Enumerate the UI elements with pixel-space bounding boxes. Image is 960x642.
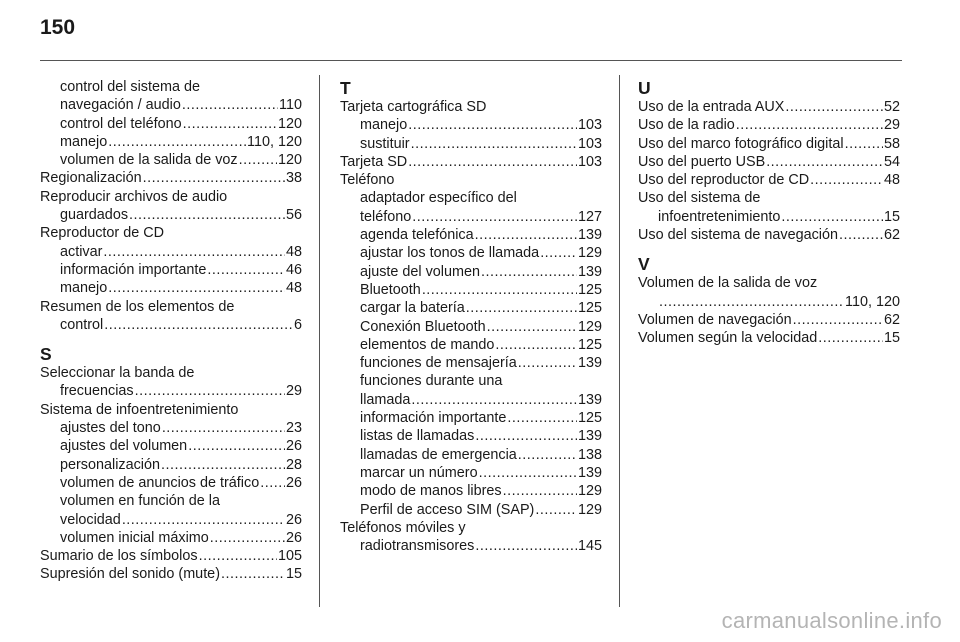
page-number: 150	[40, 16, 76, 39]
index-entry-page: 28	[285, 456, 302, 473]
index-entry-label: volumen de la salida de voz	[60, 152, 238, 169]
index-entry-page: 110	[279, 97, 302, 114]
index-entry-page: 125	[577, 281, 602, 298]
index-entry-page: 139	[577, 391, 602, 408]
dot-leader	[135, 382, 285, 400]
index-entry	[638, 135, 900, 153]
index-entry-heading: Reproductor de CD	[40, 225, 164, 242]
dot-leader	[207, 261, 285, 279]
dot-leader	[183, 115, 277, 133]
dot-leader	[108, 279, 285, 297]
index-entry	[40, 565, 302, 583]
index-entry-page: 15	[883, 330, 900, 347]
index-entry-label: velocidad	[60, 511, 121, 528]
index-entry-page: 105	[277, 548, 302, 565]
index-entry-heading: volumen en función de la	[60, 493, 221, 510]
dot-leader	[103, 243, 285, 261]
dot-leader	[188, 437, 285, 455]
index-entry-label: Conexión Bluetooth	[360, 318, 486, 335]
dot-leader	[108, 133, 246, 151]
index-entry-label: Tarjeta SD	[340, 153, 408, 170]
index-column-2	[340, 78, 602, 555]
index-entry-page: 58	[883, 135, 900, 152]
index-entry	[40, 437, 302, 455]
dot-leader	[518, 354, 577, 372]
section-letter: S	[40, 344, 52, 365]
index-entry-label: ajustes del volumen	[60, 438, 188, 455]
index-entry-page: 48	[883, 172, 900, 189]
index-entry	[40, 133, 302, 151]
index-entry	[340, 501, 602, 519]
index-entry-page: 129	[577, 245, 602, 262]
index-entry-label: infoentretenimiento	[658, 208, 781, 225]
index-entry-label: modo de manos libres	[360, 483, 502, 500]
column-divider-1	[319, 75, 320, 607]
index-entry-label: navegación / audio	[60, 97, 181, 114]
dot-leader	[411, 135, 577, 153]
index-entry	[340, 391, 602, 409]
index-entry-heading: Volumen de la salida de voz	[638, 275, 818, 292]
index-entry-label: Uso de la radio	[638, 117, 735, 134]
index-entry-page: 139	[577, 428, 602, 445]
index-entry-label: ajuste del volumen	[360, 263, 480, 280]
index-entry-heading: Teléfono	[340, 172, 395, 189]
index-entry-page: 129	[577, 483, 602, 500]
index-entry-label: marcar un número	[360, 464, 478, 481]
index-entry-page: 129	[577, 501, 602, 518]
index-entry-label: Uso del reproductor de CD	[638, 172, 810, 189]
index-entry-heading: Resumen de los elementos de	[40, 298, 235, 315]
index-entry	[638, 153, 900, 171]
index-entry-label: teléfono	[360, 208, 412, 225]
index-entry-label: manejo	[360, 117, 408, 134]
index-entry-heading: funciones durante una	[360, 373, 503, 390]
index-entry	[638, 171, 900, 189]
index-entry-page: 62	[883, 311, 900, 328]
index-entry-page: 29	[285, 383, 302, 400]
index-entry-page: 125	[577, 300, 602, 317]
index-entry	[40, 115, 302, 133]
index-entry-label: Regionalización	[40, 170, 142, 187]
index-entry-label: control	[60, 316, 104, 333]
index-entry	[340, 409, 602, 427]
index-entry-label: volumen inicial máximo	[60, 529, 209, 546]
index-entry-label: listas de llamadas	[360, 428, 475, 445]
index-entry	[340, 135, 602, 153]
index-entry-label: manejo	[60, 280, 108, 297]
index-entry-page: 120	[277, 115, 302, 132]
index-entry-page: 26	[285, 474, 302, 491]
index-entry-page: 103	[577, 135, 602, 152]
index-entry-heading: control del sistema de	[60, 79, 200, 95]
index-entry-label: información importante	[360, 410, 507, 427]
dot-leader	[412, 208, 577, 226]
index-entry-page: 110, 120	[247, 133, 302, 150]
index-entry-label: ajustes del tono	[60, 420, 161, 437]
dot-leader	[793, 311, 883, 329]
dot-leader	[839, 226, 883, 244]
dot-leader	[487, 318, 577, 336]
index-entry	[40, 169, 302, 187]
index-entry	[340, 318, 602, 336]
index-entry-page: 48	[285, 243, 302, 260]
index-entry-page: 139	[577, 227, 602, 244]
index-entry	[40, 151, 302, 169]
dot-leader	[785, 98, 883, 116]
index-column-1	[40, 78, 302, 584]
section-letter: U	[638, 78, 651, 98]
index-entry-page: 15	[883, 208, 900, 225]
index-entry	[638, 293, 900, 311]
dot-leader	[507, 409, 577, 427]
index-entry	[638, 226, 900, 244]
index-entry	[340, 464, 602, 482]
index-entry-page: 52	[883, 99, 900, 115]
dot-leader	[495, 336, 577, 354]
section-letter: V	[638, 254, 650, 275]
index-entry	[340, 446, 602, 464]
index-entry-page: 125	[577, 336, 602, 353]
index-entry-label: Supresión del sonido (mute)	[40, 566, 220, 583]
index-entry-label: volumen de anuncios de tráfico	[60, 474, 260, 491]
index-entry-page: 62	[883, 227, 900, 244]
index-entry	[40, 316, 302, 334]
index-entry	[340, 208, 602, 226]
index-entry	[40, 547, 302, 565]
index-entry-label: Perfil de acceso SIM (SAP)	[360, 501, 535, 518]
index-entry-page: 145	[577, 538, 602, 555]
index-entry-page: 125	[577, 410, 602, 427]
index-entry	[340, 427, 602, 445]
index-entry-label: sustituir	[360, 135, 410, 152]
dot-leader	[810, 171, 883, 189]
dot-leader	[199, 547, 277, 565]
index-entry	[638, 311, 900, 329]
dot-leader	[161, 456, 285, 474]
index-entry-label: Sumario de los símbolos	[40, 548, 198, 565]
index-entry-page: 46	[285, 261, 302, 278]
index-entry-label: Uso de la entrada AUX	[638, 99, 785, 115]
dot-leader	[659, 293, 844, 311]
index-entry-heading: Teléfonos móviles y	[340, 519, 466, 536]
dot-leader	[845, 135, 883, 153]
dot-leader	[466, 299, 577, 317]
index-entry-heading: Uso del sistema de	[638, 190, 761, 207]
index-entry	[638, 329, 900, 347]
dot-leader	[143, 169, 285, 187]
index-entry-label: frecuencias	[60, 383, 134, 400]
index-entry	[40, 206, 302, 224]
dot-leader	[503, 482, 577, 500]
index-entry-label: radiotransmisores	[360, 538, 475, 555]
index-entry	[40, 96, 302, 114]
index-entry-page: 56	[285, 207, 302, 224]
dot-leader	[481, 263, 577, 281]
index-entry	[340, 244, 602, 262]
index-entry-label: agenda telefónica	[360, 227, 474, 244]
index-entry-heading: Seleccionar la banda de	[40, 365, 195, 382]
index-entry	[40, 419, 302, 437]
index-entry	[340, 354, 602, 372]
watermark: carmanualsonline.info	[721, 608, 942, 633]
index-entry	[340, 263, 602, 281]
index-entry-label: manejo	[60, 133, 108, 150]
index-entry-label: personalización	[60, 456, 160, 473]
dot-leader	[818, 329, 883, 347]
index-entry	[638, 98, 900, 116]
dot-leader	[475, 537, 577, 555]
index-entry-label: funciones de mensajería	[360, 355, 517, 372]
index-entry-page: 139	[577, 355, 602, 372]
index-entry-label: Volumen de navegación	[638, 311, 792, 328]
index-entry-page: 29	[883, 117, 900, 134]
dot-leader	[781, 208, 883, 226]
index-entry-page: 139	[577, 464, 602, 481]
index-entry-heading: adaptador específico del	[360, 190, 517, 207]
index-entry-page: 103	[577, 117, 602, 134]
dot-leader	[239, 151, 277, 169]
dot-leader	[162, 419, 285, 437]
dot-leader	[122, 511, 285, 529]
header-rule	[40, 60, 902, 61]
index-entry-label: guardados	[60, 207, 129, 224]
index-entry-page: 38	[285, 170, 302, 187]
index-entry-label: llamadas de emergencia	[360, 446, 517, 463]
index-entry-page: 139	[577, 263, 602, 280]
index-entry-page: 110, 120	[845, 293, 900, 310]
index-entry	[340, 336, 602, 354]
dot-leader	[475, 226, 577, 244]
dot-leader	[766, 153, 883, 171]
index-entry	[340, 153, 602, 171]
index-entry-label: información importante	[60, 261, 207, 278]
index-entry-page: 48	[285, 280, 302, 297]
index-entry-page: 26	[285, 511, 302, 528]
index-entry-page: 15	[285, 566, 302, 583]
dot-leader	[182, 96, 278, 114]
index-entry-page: 127	[577, 208, 602, 225]
dot-leader	[422, 281, 577, 299]
index-entry	[340, 226, 602, 244]
index-entry	[638, 208, 900, 226]
index-entry	[40, 382, 302, 400]
dot-leader	[411, 391, 577, 409]
index-entry-page: 26	[285, 438, 302, 455]
index-entry-page: 129	[577, 318, 602, 335]
index-entry	[40, 279, 302, 297]
index-entry	[340, 281, 602, 299]
index-entry-page: 54	[883, 153, 900, 170]
index-entry-page: 138	[577, 446, 602, 463]
index-entry-label: Uso del puerto USB	[638, 153, 766, 170]
index-entry	[40, 474, 302, 492]
index-entry	[40, 243, 302, 261]
index-entry	[340, 537, 602, 555]
index-entry	[340, 116, 602, 134]
index-entry-heading: Sistema de infoentretenimiento	[40, 401, 239, 418]
index-entry	[40, 261, 302, 279]
index-entry-page: 26	[285, 529, 302, 546]
index-entry-page: 103	[577, 153, 602, 170]
index-entry-label: cargar la batería	[360, 300, 465, 317]
index-entry-heading: Reproducir archivos de audio	[40, 188, 228, 205]
index-entry	[40, 456, 302, 474]
column-divider-2	[619, 75, 620, 607]
index-entry-page: 120	[277, 152, 302, 169]
index-entry	[340, 482, 602, 500]
index-entry-label: Bluetooth	[360, 281, 421, 298]
dot-leader	[540, 244, 577, 262]
dot-leader	[479, 464, 577, 482]
dot-leader	[260, 474, 285, 492]
dot-leader	[535, 501, 577, 519]
index-entry-label: control del teléfono	[60, 115, 182, 132]
index-entry	[340, 299, 602, 317]
section-letter: T	[340, 78, 351, 98]
index-entry-label: llamada	[360, 391, 411, 408]
dot-leader	[475, 427, 577, 445]
index-column-3	[638, 78, 900, 348]
index-entry-label: Volumen según la velocidad	[638, 330, 818, 347]
index-entry-label: Uso del marco fotográfico digital	[638, 135, 844, 152]
index-entry-heading: Tarjeta cartográfica SD	[340, 99, 487, 115]
dot-leader	[736, 116, 883, 134]
index-entry-label: Uso del sistema de navegación	[638, 227, 838, 244]
dot-leader	[518, 446, 577, 464]
dot-leader	[408, 116, 577, 134]
index-entry-label: ajustar los tonos de llamada	[360, 245, 540, 262]
index-entry-label: activar	[60, 243, 103, 260]
index-entry-label: elementos de mando	[360, 336, 495, 353]
index-entry-page: 23	[285, 420, 302, 437]
dot-leader	[221, 565, 285, 583]
dot-leader	[129, 206, 285, 224]
dot-leader	[210, 529, 285, 547]
index-entry	[40, 511, 302, 529]
index-entry	[40, 529, 302, 547]
dot-leader	[408, 153, 577, 171]
index-entry-page: 6	[293, 316, 302, 333]
index-entry	[638, 116, 900, 134]
dot-leader	[104, 316, 293, 334]
